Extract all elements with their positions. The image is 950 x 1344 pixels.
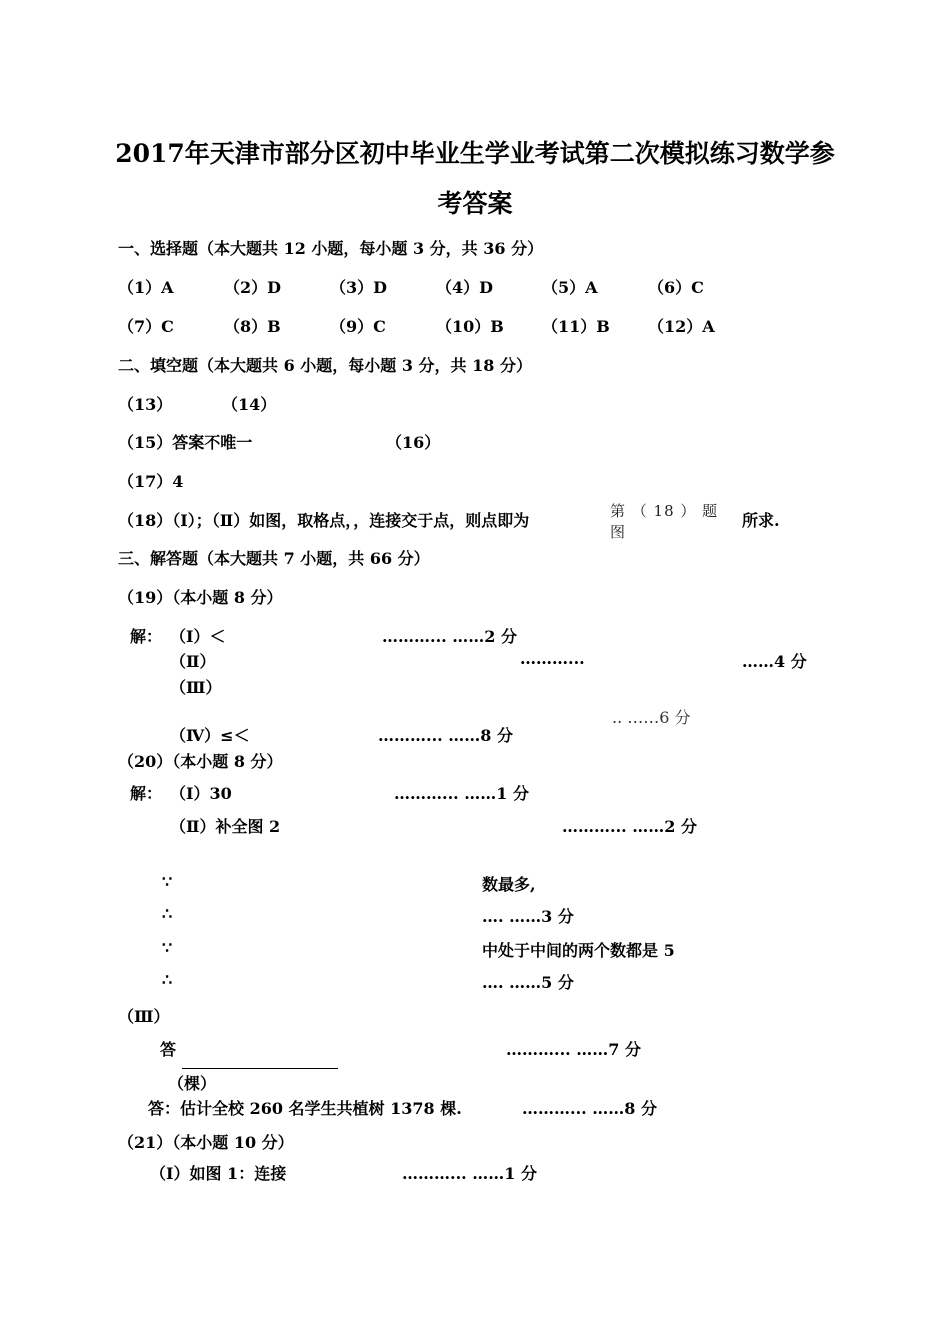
answer-17: （17）4 <box>118 472 184 491</box>
q20-part1-score: ………... ……1 分 <box>394 784 529 803</box>
q21-heading: （21）（本小题 10 分） <box>118 1133 294 1152</box>
section1-heading: 一、选择题（本大题共 12 小题，每小题 3 分，共 36 分） <box>118 239 544 258</box>
answer-3: （3）D <box>330 278 388 297</box>
q19-part2-dots: ………... <box>520 649 585 668</box>
answer-10: （10）B <box>436 317 504 336</box>
answer-14: （14） <box>222 395 277 414</box>
q20-jie: 解： <box>130 784 163 803</box>
q19-part3-score: .. ……6 分 <box>612 708 691 727</box>
page-title-line2: 考答案 <box>437 189 513 218</box>
q20-line4: …. ……5 分 <box>482 973 574 992</box>
q20-line1: 数最多, <box>482 875 536 894</box>
answer-18: （18）（Ⅰ）；（Ⅱ）如图，取格点，，连接交于点，则点即为 <box>118 511 530 530</box>
q21-part1: （Ⅰ）如图 1：连接 <box>150 1164 287 1183</box>
figure-18-caption: 第 （ 18 ） 题 <box>610 502 719 520</box>
answer-11: （11）B <box>542 317 610 336</box>
answer-8: （8）B <box>224 317 281 336</box>
answer-18-end: 所求. <box>742 511 780 530</box>
q20-line1-prefix: ∵ <box>162 872 173 891</box>
answer-15: （15）答案不唯一 <box>118 433 253 452</box>
q19-part2-score: ……4 分 <box>742 652 807 671</box>
answer-2: （2）D <box>224 278 282 297</box>
answer-7: （7）C <box>118 317 174 336</box>
answer-9: （9）C <box>330 317 386 336</box>
figure-18-caption-2: 图 <box>610 523 626 541</box>
q19-part3: （Ⅲ） <box>170 678 222 697</box>
q20-line3: 中处于中间的两个数都是 5 <box>482 941 675 960</box>
q20-answer-score: ………... ……8 分 <box>522 1099 657 1118</box>
section2-heading: 二、填空题（本大题共 6 小题，每小题 3 分，共 18 分） <box>118 356 532 375</box>
q19-heading: （19）（本小题 8 分） <box>118 588 283 607</box>
q20-answer: 答：估计全校 260 名学生共植树 1378 棵. <box>148 1099 462 1118</box>
q19-jie: 解： <box>130 627 163 646</box>
section3-heading: 三、解答题（本大题共 7 小题，共 66 分） <box>118 549 430 568</box>
answer-6: （6）C <box>648 278 704 297</box>
q20-line5-score: ………... ……7 分 <box>506 1040 641 1059</box>
q20-line2: …. ……3 分 <box>482 907 574 926</box>
q19-part1-score: ………... ……2 分 <box>382 627 517 646</box>
answer-1: （1）A <box>118 278 174 297</box>
q19-part4: （Ⅳ）≤＜ <box>170 726 250 745</box>
q19-part2: （Ⅱ） <box>170 652 216 671</box>
answer-13: （13） <box>118 395 173 414</box>
q20-part1: （Ⅰ）30 <box>170 784 232 803</box>
answer-12: （12）A <box>648 317 715 336</box>
q19-part1: （Ⅰ）＜ <box>170 627 226 646</box>
q20-part2-score: ………... ……2 分 <box>562 817 697 836</box>
q20-heading: （20）（本小题 8 分） <box>118 752 283 771</box>
page-title-line1: 2017年天津市部分区初中毕业生学业考试第二次模拟练习数学参 <box>115 139 835 168</box>
q20-line3-prefix: ∵ <box>162 938 173 957</box>
q20-line4-prefix: ∴ <box>162 970 173 989</box>
answer-4: （4）D <box>436 278 494 297</box>
q21-part1-score: ………... ……1 分 <box>402 1164 537 1183</box>
q20-line2-prefix: ∴ <box>162 904 173 923</box>
answer-5: （5）A <box>542 278 598 297</box>
q20-part3: （Ⅲ） <box>118 1007 170 1026</box>
answer-16: （16） <box>386 433 441 452</box>
q20-unit: （棵） <box>168 1074 217 1093</box>
q19-part4-score: ………... ……8 分 <box>378 726 513 745</box>
q20-line5-prefix: 答 <box>160 1040 177 1059</box>
fraction-bar <box>182 1068 338 1069</box>
q20-part2: （Ⅱ）补全图 2 <box>170 817 281 836</box>
